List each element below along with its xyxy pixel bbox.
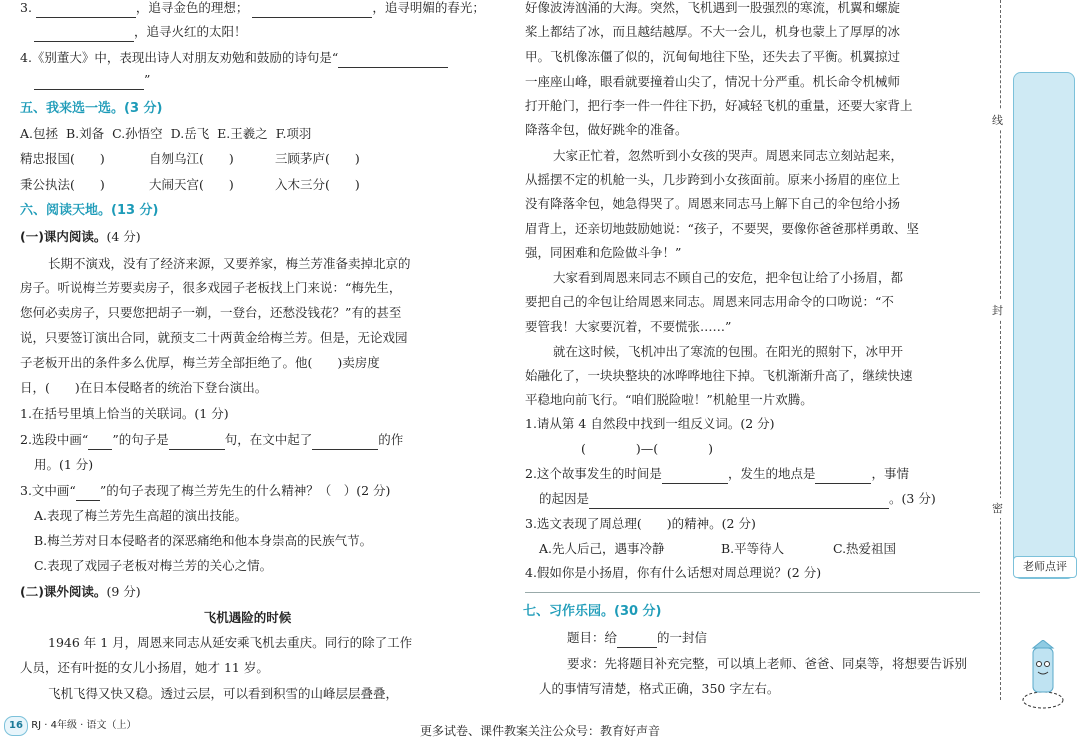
story-title: 飞机遇险的时候 (203, 610, 292, 625)
footer-notice: 更多试卷、课件教案关注公众号：教育好声音 (419, 724, 660, 738)
p1-question-2: 2.选段中画“ ”的句子是 句，在文中起了 的作 (20, 430, 403, 450)
part-2-title: (二)课外阅读。(9 分) (20, 584, 141, 599)
option-a[interactable]: A.表现了梅兰芳先生高超的演出技能。 (34, 508, 248, 523)
p1-question-3: 3.文中画“ ”的句子表现了梅兰芳先生的什么精神？（ ）(2 分) (20, 481, 390, 501)
section-divider (525, 592, 980, 593)
section-5-row-1: 精忠报国( ) 自刎乌江( ) 三顾茅庐( ) (20, 151, 360, 166)
essay-topic: 题目：给 的一封信 (567, 628, 707, 648)
option-a[interactable]: A.先人后己，遇事冷静 (539, 541, 665, 556)
teacher-comment-label: 老师点评 (1013, 556, 1077, 578)
binding-mark-seal: 封 (992, 300, 1003, 320)
essay-requirement: 要求：先将题目补充完整，可以填上老师、爸爸、同桌等，将想要告诉别 (567, 656, 968, 671)
answer-blank[interactable] (617, 633, 657, 648)
answer-blank[interactable] (815, 469, 871, 484)
section-6-title: 六、阅读天地。(13 分) (20, 203, 159, 218)
essay-requirement-2: 人的事情写清楚，格式正确，350 字左右。 (539, 681, 780, 696)
answer-blank[interactable] (312, 435, 378, 450)
answer-blank[interactable] (338, 53, 448, 68)
answer-blank[interactable] (252, 3, 372, 18)
pencil-mascot-icon (1018, 640, 1068, 710)
answer-blank[interactable] (34, 27, 134, 42)
answer-blank[interactable] (36, 3, 136, 18)
q4-line-2: ” (34, 70, 150, 90)
page-number: 16 (4, 716, 28, 736)
teacher-comment-panel[interactable] (1013, 72, 1075, 579)
option-b[interactable]: B.平等待人 (720, 541, 785, 556)
answer-blank[interactable] (34, 75, 144, 90)
option-c[interactable]: C.热爱祖国 (832, 541, 897, 556)
part-1-title: (一)课内阅读。(4 分) (20, 229, 141, 244)
p1-question-1: 1.在括号里填上恰当的关联词。(1 分) (20, 406, 229, 421)
q3-line: 3. ，追寻金色的理想； ，追寻明媚的春光； (20, 0, 485, 18)
section-5-title: 五、我来选一选。(3 分) (20, 101, 163, 116)
section-5-options: A.包拯 B.刘备 C.孙悟空 D.岳飞 E.王羲之 F.项羽 (20, 126, 312, 141)
q4-line: 4.《别董大》中，表现出诗人对朋友劝勉和鼓励的诗句是“ (20, 48, 448, 68)
binding-mark-close: 密 (992, 498, 1003, 518)
q3-options (539, 539, 896, 559)
q3: 3.选文表现了周总理( )的精神。(2 分) (525, 516, 756, 531)
answer-blank[interactable] (169, 435, 225, 450)
q3-line-2: ，追寻火红的太阳！ (34, 22, 247, 42)
antonym-blank[interactable]: ( )—( ) (581, 441, 714, 456)
footer-book-info: 16 RJ · 4年级 · 语文（上） (4, 716, 137, 736)
option-b[interactable]: B.梅兰芳对日本侵略者的深恶痛绝和他本身崇高的民族气节。 (34, 533, 373, 548)
answer-blank[interactable] (662, 469, 728, 484)
q2-line-2: 的起因是 。(3 分) (539, 489, 936, 509)
binding-mark-line: 线 (992, 110, 1003, 130)
section-5-row-2: 秉公执法( ) 大闹天宫( ) 入木三分( ) (20, 177, 360, 192)
q1: 1.请从第 4 自然段中找到一组反义词。(2 分) (525, 416, 775, 431)
q4: 4.假如你是小扬眉，你有什么话想对周总理说？(2 分) (525, 565, 822, 580)
worksheet-page: 3. ，追寻金色的理想； ，追寻明媚的春光； ，追寻火红的太阳！ 4.《别董大》中，表现出诗人对朋友劝勉和鼓励的诗句是“ ” 五、我来选一选。(3 分) A.包拯 B.刘备 C.孙悟空 D.岳飞 E.王羲之 F.项羽 精忠报国( ) 自刎乌江( ) 三顾茅庐( ) 秉公执法( ) 大闹天宫( ) 入木三分( ) 六、阅读天地。(13 分) (一)课内阅读。(4 分) 长期不演戏，没有了经济来源，又要养家，梅兰芳准备卖掉北京的 房子。听说梅兰芳要卖房子，很多戏园子老板找上门来说：“梅先生， 您何必卖房子，只要您把胡子一剃，一登台，还愁没钱花？”有的甚至 说，只要签订演出合同，就预支二十两黄金给梅兰芳。但是，无论戏园 子老板开出的条件多么优厚，梅兰芳全部拒绝了。他( )卖房度 日，( )在日本侵略者的统治下登台演出。 1.在括号里填上恰当的关联词。(1 分) 2.选段中画“ ”的句子是 句，在文中起了 的作 用。(1 分) 3.文中画“ ”的句子表现了梅兰芳先生的什么精神？（ ）(2 分) A.表现了梅兰芳先生高超的演出技能。 B.梅兰芳对日本侵略者的深恶痛绝和他本身崇高的民族气节。 C.表现了戏园子老板对梅兰芳的关心之情。 (二)课外阅读。(9 分) 飞机遇险的时候 1946 年 1 月，周恩来同志从延安乘飞机去重庆。同行的除了工作 人员，还有叶挺的女儿小扬眉，她才 11 岁。 飞机飞得又快又稳。透过云层，可以看到积雪的山峰层层叠叠， 好像波涛汹涌的大海。突然，飞机遇到一股强烈的寒流，机翼和螺旋 桨上都结了冰，而且越结越厚。不大一会儿，机身也蒙上了厚厚的冰 甲。飞机像冻僵了似的，沉甸甸地往下坠，还失去了平衡。机翼掠过 一座座山峰，眼看就要撞着山尖了，情况十分严重。机长命令机械师 打开舱门，把行李一件一件往下扔，好减轻飞机的重量，还要大家背上 降落伞包，做好跳伞的准备。 大家正忙着，忽然听到小女孩的哭声。周恩来同志立刻站起来， 从摇摆不定的机舱一头，几步跨到小女孩面前。原来小扬眉的座位上 没有降落伞包，她急得哭了。周恩来同志马上解下自己的伞包给小扬 眉背上，还亲切地鼓励她说：“孩子，不要哭，要像你爸爸那样勇敢、坚 强，同困难和危险做斗争！” 大家看到周恩来同志不顾自己的安危，把伞包让给了小扬眉，都 要把自己的伞包让给周恩来同志。周恩来同志用命令的口吻说：“不 要管我！大家要沉着，不要慌张……” 就在这时候，飞机冲出了寒流的包围。在阳光的照射下，冰甲开 始融化了，一块块整块的冰哗哗地往下掉。飞机渐渐升高了，继续快速 平稳地向前飞行。“咱们脱险啦！”机舱里一片欢腾。 1.请从第 4 自然段中找到一组反义词。(2 分) ( )—( ) 2.这个故事发生的时间是 ，发生的地点是 ，事情 的起因是 。(3 分) 3.选文表现了周总理( )的精神。(2 分) A.先人后己，遇事冷静 B.平等待人 C.热爱祖国 4.假如你是小扬眉，你有什么话想对周总理说？(2 分) 七、习作乐园。(30 分) 题目：给 的一封信 要求：先将题目补充完整，可以填上老师、爸爸、同桌等，将想要告诉别 人的事情写清楚，格式正确，350 字左右。 线 封 密 老师点评 16 RJ · 4年级 · 语文（上） 更多试卷、课件教案关注公众号：教育好声音 (0, 0, 1080, 744)
section-7-title: 七、习作乐园。(30 分) (523, 604, 662, 619)
answer-blank[interactable] (589, 494, 889, 509)
q2: 2.这个故事发生的时间是 ，发生的地点是 ，事情 (525, 464, 909, 484)
option-c[interactable]: C.表现了戏园子老板对梅兰芳的关心之情。 (34, 558, 273, 573)
binding-line (1000, 0, 1001, 700)
